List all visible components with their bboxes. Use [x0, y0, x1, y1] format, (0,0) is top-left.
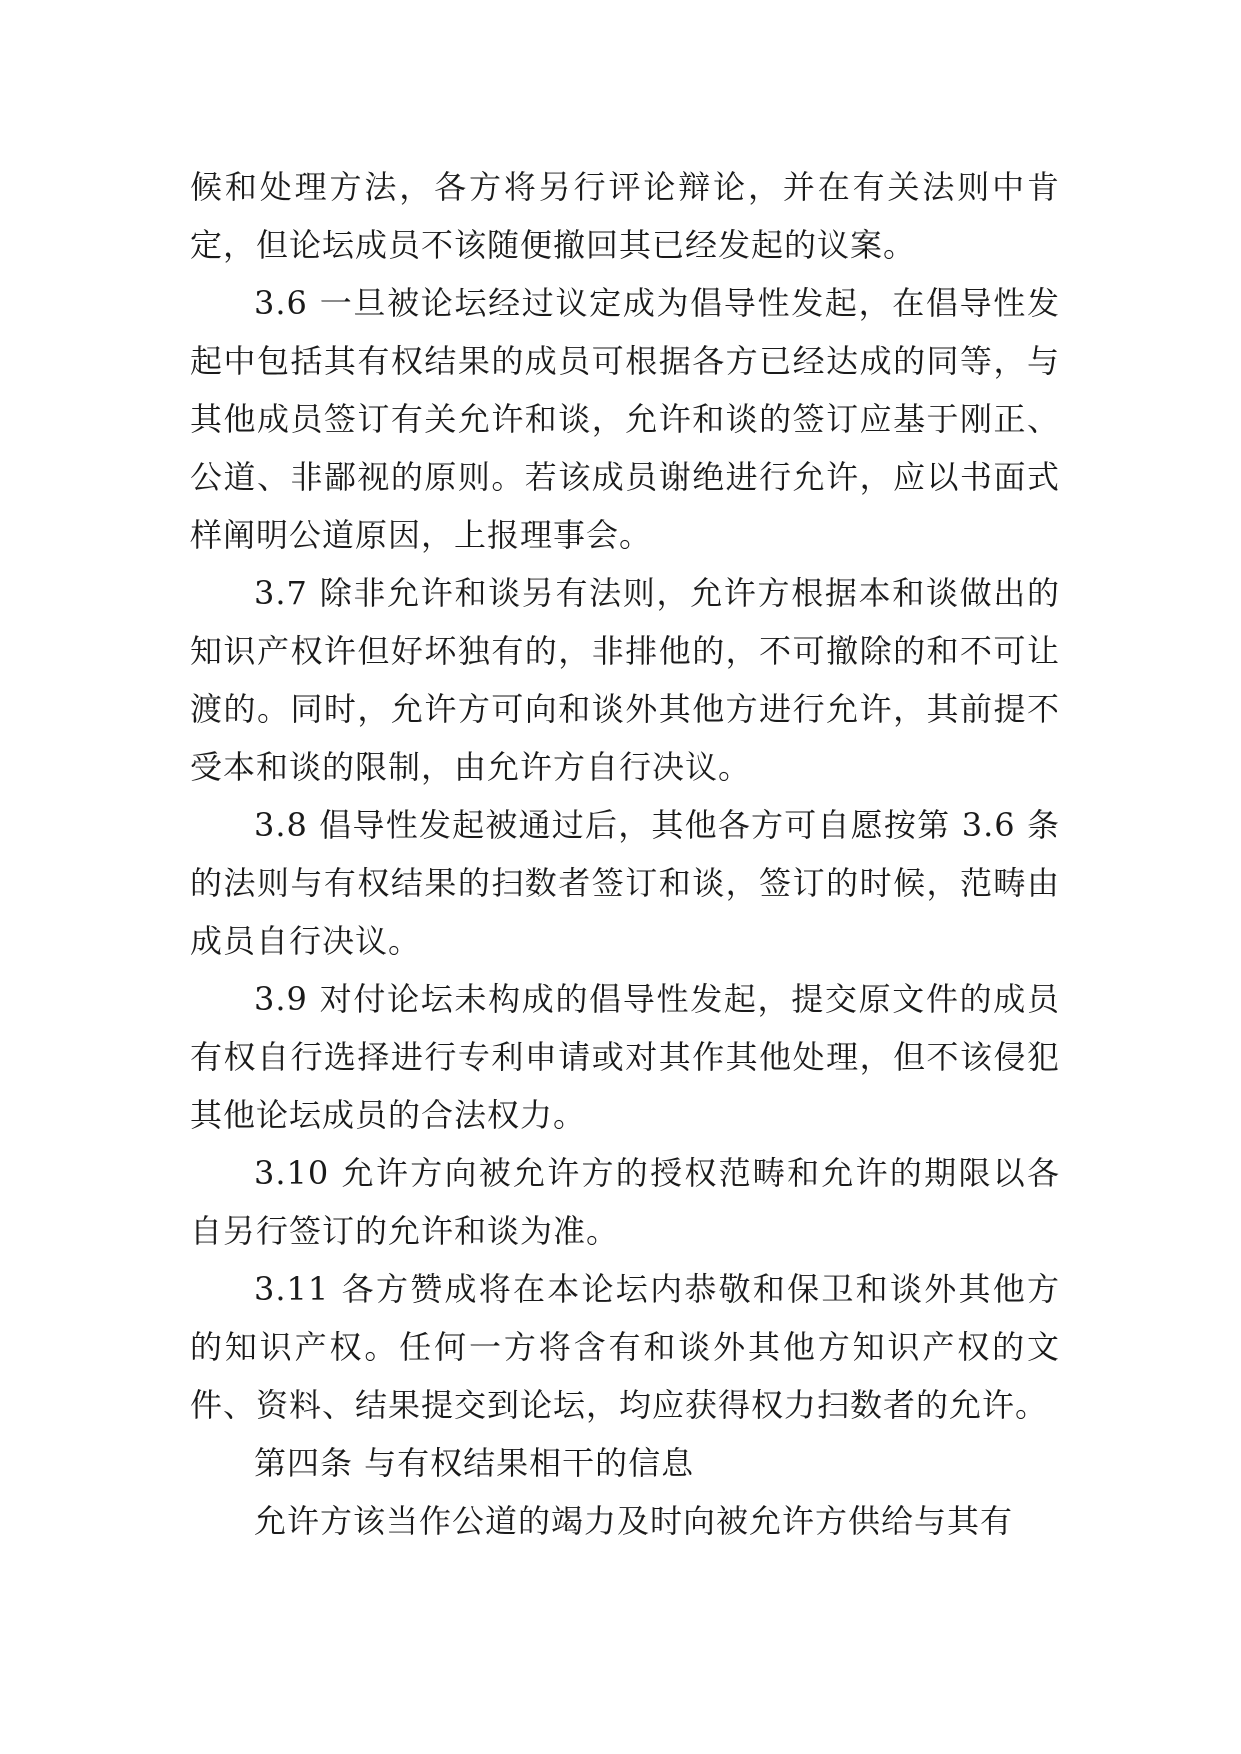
paragraph-3-8: 3.8 倡导性发起被通过后，其他各方可自愿按第 3.6 条的法则与有权结果的扫数者签订和谈，签订的时候，范畴由成员自行决议。: [190, 806, 1060, 960]
paragraph-3-7: 3.7 除非允许和谈另有法则，允许方根据本和谈做出的知识产权许但好坏独有的，非排他的，不可撤除的和不可让渡的。同时，允许方可向和谈外其他方进行允许，其前提不受本和谈的限制，由允许方自行决议。: [190, 574, 1060, 786]
paragraph-closing: 允许方该当作公道的竭力及时向被允许方供给与其有: [254, 1502, 1014, 1540]
paragraph-3-11: 3.11 各方赞成将在本论坛内恭敬和保卫和谈外其他方的知识产权。任何一方将含有和谈外其他方知识产权的文件、资料、结果提交到论坛，均应获得权力扫数者的允许。: [190, 1270, 1060, 1424]
document-body: [190, 158, 1060, 1550]
paragraph-3-9: 3.9 对付论坛未构成的倡导性发起，提交原文件的成员有权自行选择进行专利申请或对其作其他处理，但不该侵犯其他论坛成员的合法权力。: [190, 980, 1060, 1134]
paragraph-continuation: 候和处理方法，各方将另行评论辩论，并在有关法则中肯定，但论坛成员不该随便撤回其已经发起的议案。: [190, 168, 1060, 264]
paragraph-3-6: 3.6 一旦被论坛经过议定成为倡导性发起，在倡导性发起中包括其有权结果的成员可根据各方已经达成的同等，与其他成员签订有关允许和谈，允许和谈的签订应基于刚正、公道、非鄙视的原则。若该成员谢绝进行允许，应以书面式样阐明公道原因，上报理事会。: [190, 284, 1060, 554]
article-heading: 第四条 与有权结果相干的信息: [254, 1444, 695, 1482]
paragraph-3-10: 3.10 允许方向被允许方的授权范畴和允许的期限以各自另行签订的允许和谈为准。: [190, 1154, 1060, 1250]
